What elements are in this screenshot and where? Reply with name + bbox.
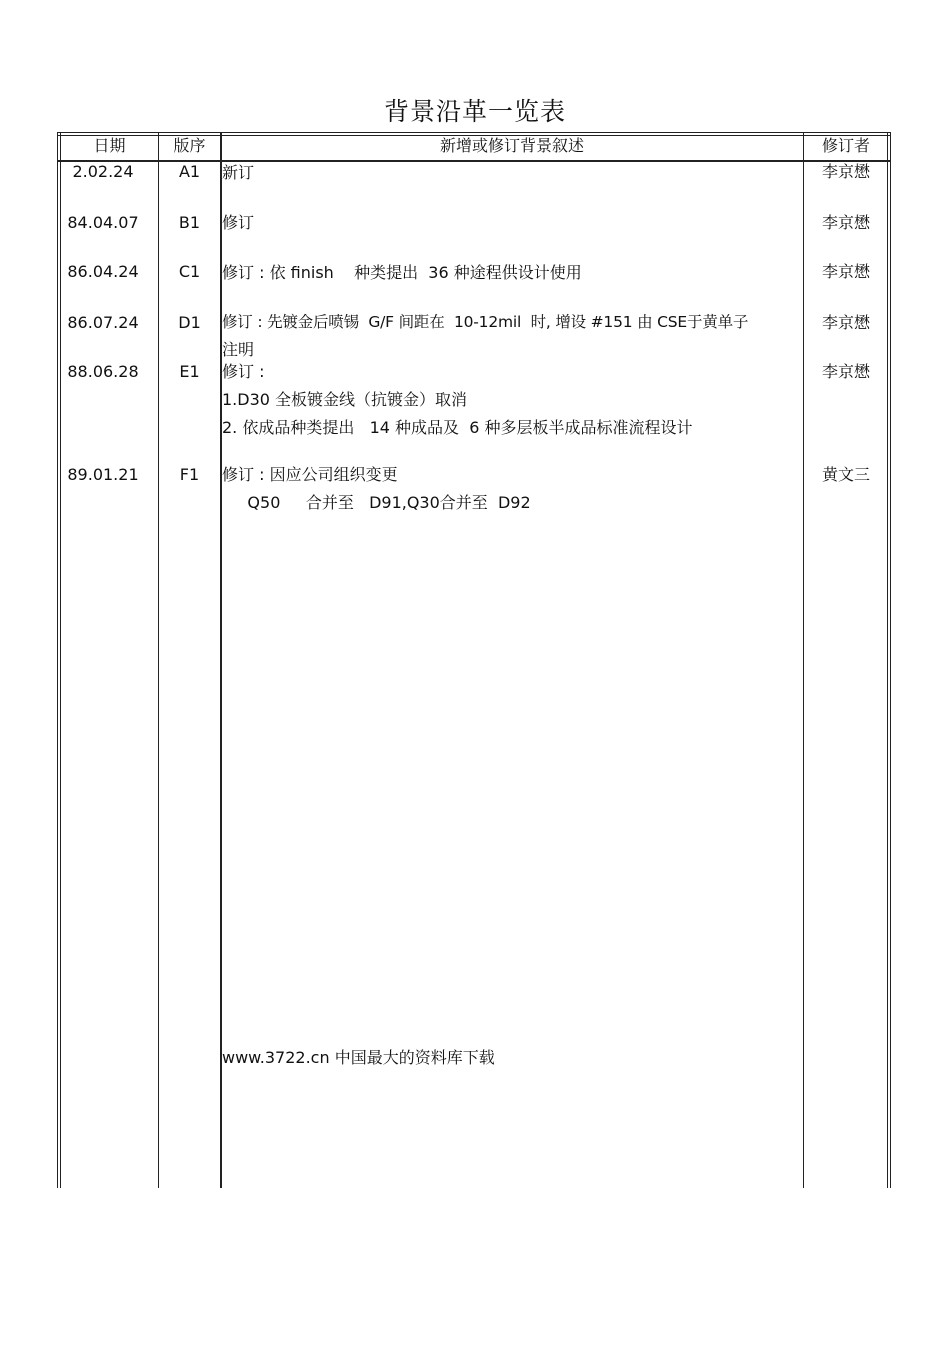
row-version: A1 xyxy=(178,162,201,181)
row-date: 84.04.07 xyxy=(67,213,139,232)
row-description xyxy=(222,308,802,364)
description-line: 注明 xyxy=(222,340,255,359)
row-editor: 李京懋 xyxy=(821,213,870,232)
header-version: 版序 xyxy=(173,136,206,155)
row-editor: 李京懋 xyxy=(821,362,870,381)
row-version: E1 xyxy=(179,362,200,381)
description-line: 2. 依成品种类提出 14 种成品及 6 种多层板半成品标准流程设计 xyxy=(222,418,693,437)
row-editor: 李京懋 xyxy=(821,162,870,181)
row-description xyxy=(222,158,802,187)
header-date: 日期 xyxy=(93,136,126,155)
row-date: 86.07.24 xyxy=(67,313,139,332)
description-line: 修订 : xyxy=(222,362,265,381)
history-table xyxy=(57,132,891,1188)
row-date: 2.02.24 xyxy=(72,162,134,181)
row-date: 88.06.28 xyxy=(67,362,139,381)
row-editor: 李京懋 xyxy=(821,313,870,332)
row-date: 89.01.21 xyxy=(67,465,139,484)
row-version: D1 xyxy=(178,313,201,332)
row-date: 86.04.24 xyxy=(67,262,139,281)
row-editor: 黄文三 xyxy=(821,465,870,484)
row-description xyxy=(222,358,802,442)
description-line: 修订 : 依 finish 种类提出 36 种途程供设计使用 xyxy=(222,263,582,282)
description-line: 1.D30 全板镀金线（抗镀金）取消 xyxy=(222,390,468,409)
description-line: 修订 : 先镀金后喷锡 G/F 间距在 10-12mil 时, 增设 #151 由 CSE于黄单子 xyxy=(222,313,749,331)
watermark-text: www.3722.cn 中国最大的资料库下载 xyxy=(222,1048,495,1067)
description-line: 新订 xyxy=(222,163,255,182)
header-editor: 修订者 xyxy=(821,136,870,155)
row-editor: 李京懋 xyxy=(821,262,870,281)
header-description: 新增或修订背景叙述 xyxy=(439,136,584,155)
description-line: 修订 : 因应公司组织变更 xyxy=(222,465,398,484)
row-version: F1 xyxy=(179,465,200,484)
description-line: 修订 xyxy=(222,213,255,232)
row-description xyxy=(222,461,802,517)
page-title: 背景沿革一览表 xyxy=(383,97,566,126)
row-description xyxy=(222,208,802,237)
description-line: Q50 合并至 D91,Q30合并至 D92 xyxy=(222,493,531,512)
row-version: B1 xyxy=(178,213,201,232)
row-version: C1 xyxy=(178,262,201,281)
row-description xyxy=(222,258,802,287)
